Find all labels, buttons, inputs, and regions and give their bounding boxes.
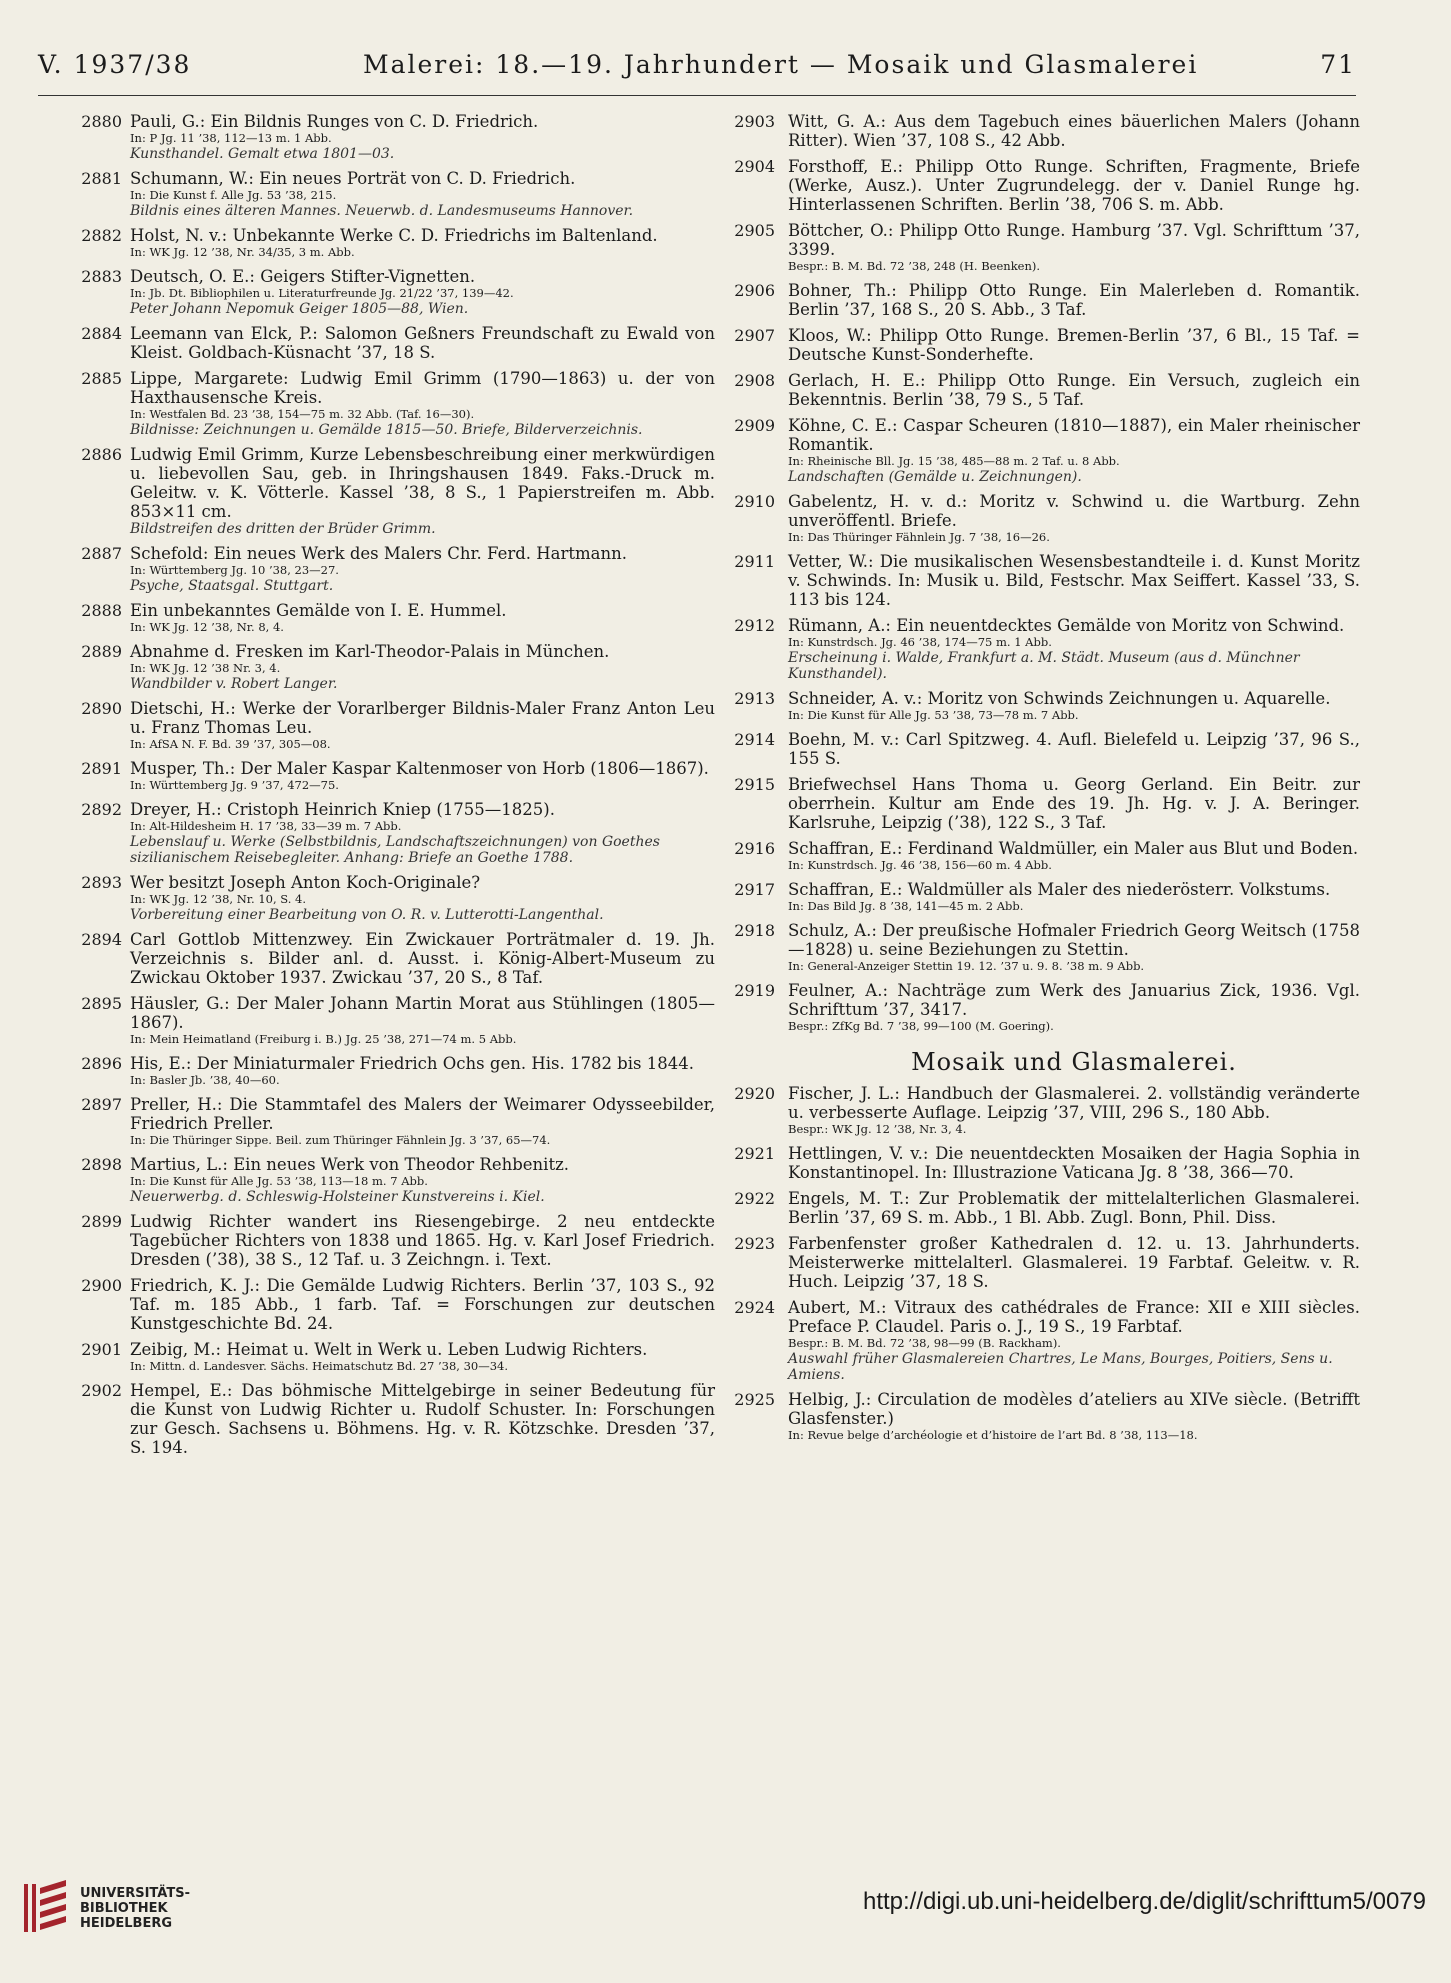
entry-source: In: Rheinische Bll. Jg. 15 ’38, 485—88 m. 2 Taf. u. 8 Abb. bbox=[788, 454, 1120, 468]
entry-number: 2882 bbox=[81, 226, 122, 245]
source-url[interactable]: http://digi.ub.uni-heidelberg.de/diglit/schrifttum5/0079 bbox=[862, 1888, 1426, 1915]
entry-number: 2886 bbox=[81, 445, 122, 464]
entry-number: 2900 bbox=[81, 1276, 122, 1295]
library-line-3: HEIDELBERG bbox=[80, 1916, 173, 1931]
entry-annotation: Kunsthandel. Gemalt etwa 1801—03. bbox=[130, 146, 395, 162]
bibliography-entry bbox=[734, 492, 1360, 545]
entry-number: 2908 bbox=[734, 371, 775, 390]
entry-number: 2891 bbox=[81, 759, 122, 778]
entry-citation: Farbenfenster großer Kathedralen d. 12. u. 13. Jahrhunderts. Meisterwerke mittelalterl. Glasmalerei. 19 Farbtaf. Geleitw. v. R. Huch. Leipzig ’37, 18 S. bbox=[788, 1234, 1360, 1291]
entry-source: In: Das Thüringer Fähnlein Jg. 7 ’38, 16—26. bbox=[788, 530, 1050, 544]
bibliography-entry bbox=[734, 1234, 1360, 1291]
entry-number: 2911 bbox=[734, 552, 775, 571]
entry-number: 2921 bbox=[734, 1144, 775, 1163]
bibliography-entry bbox=[81, 445, 715, 537]
bibliography-entry bbox=[81, 1340, 715, 1374]
entry-annotation: Neuerwerbg. d. Schleswig-Holsteiner Kunstvereins i. Kiel. bbox=[130, 1189, 545, 1205]
entry-number: 2898 bbox=[81, 1155, 122, 1174]
entry-number: 2890 bbox=[81, 699, 122, 718]
bibliography-entry bbox=[734, 416, 1360, 485]
entry-source: In: Westfalen Bd. 23 ’38, 154—75 m. 32 Abb. (Taf. 16—30). bbox=[130, 407, 475, 421]
bibliography-entry bbox=[81, 1276, 715, 1333]
entry-source: In: Alt-Hildesheim H. 17 ’38, 33—39 m. 7 Abb. bbox=[130, 819, 402, 833]
entry-source: In: Mein Heimatland (Freiburg i. B.) Jg. 25 ’38, 271—74 m. 5 Abb. bbox=[130, 1032, 517, 1046]
entry-number: 2923 bbox=[734, 1234, 775, 1253]
entry-number: 2907 bbox=[734, 326, 775, 345]
entry-number: 2913 bbox=[734, 689, 775, 708]
entry-citation: Martius, L.: Ein neues Werk von Theodor Rehbenitz. bbox=[130, 1155, 570, 1174]
left-column bbox=[81, 112, 715, 1464]
bibliography-entry bbox=[81, 759, 715, 793]
bibliography-entry bbox=[734, 1084, 1360, 1137]
bibliography-entry bbox=[734, 1144, 1360, 1182]
entry-citation: Rümann, A.: Ein neuentdecktes Gemälde von Moritz von Schwind. bbox=[788, 616, 1345, 635]
entry-annotation: Vorbereitung einer Bearbeitung von O. R. v. Lutterotti-Langenthal. bbox=[130, 907, 604, 923]
bibliography-entry bbox=[734, 1298, 1360, 1383]
entry-citation: Deutsch, O. E.: Geigers Stifter-Vignetten. bbox=[130, 267, 476, 286]
entry-number: 2917 bbox=[734, 880, 775, 899]
entry-source: In: Revue belge d’archéologie et d’histoire de l’art Bd. 8 ’38, 113—18. bbox=[788, 1428, 1198, 1442]
entry-citation: Gabelentz, H. v. d.: Moritz v. Schwind u. die Wartburg. Zehn unveröffentl. Briefe. bbox=[788, 492, 1360, 530]
entry-citation: Häusler, G.: Der Maler Johann Martin Morat aus Stühlingen (1805—1867). bbox=[130, 994, 715, 1032]
entry-source: Bespr.: WK Jg. 12 ’38, Nr. 3, 4. bbox=[788, 1122, 967, 1136]
bibliography-entry bbox=[734, 552, 1360, 609]
entry-annotation: Bildstreifen des dritten der Brüder Grimm. bbox=[130, 521, 436, 537]
entry-number: 2881 bbox=[81, 169, 122, 188]
entry-source: In: Kunstrdsch. Jg. 46 ’38, 174—75 m. 1 Abb. bbox=[788, 635, 1052, 649]
entry-annotation: Wandbilder v. Robert Langer. bbox=[130, 676, 338, 692]
entry-citation: Ludwig Richter wandert ins Riesengebirge. 2 neu entdeckte Tagebücher Richters von 1838 und 1865. Hg. v. Karl Josef Friedrich. Dresden (’38), 38 S., 12 Taf. u. 3 Zeichngn. i. Text. bbox=[130, 1212, 715, 1269]
bibliography-entry bbox=[734, 689, 1360, 723]
entry-source: In: Basler Jb. ’38, 40—60. bbox=[130, 1073, 280, 1087]
entry-source: In: WK Jg. 12 ’38, Nr. 34/35, 3 m. Abb. bbox=[130, 245, 355, 259]
entry-number: 2910 bbox=[734, 492, 775, 511]
entry-number: 2924 bbox=[734, 1298, 775, 1317]
bibliography-entry bbox=[81, 226, 715, 260]
entry-citation: Preller, H.: Die Stammtafel des Malers der Weimarer Odysseebilder, Friedrich Preller. bbox=[130, 1095, 715, 1133]
entry-annotation: Bildnis eines älteren Mannes. Neuerwb. d. Landesmuseums Hannover. bbox=[130, 203, 634, 219]
entry-source: In: Das Bild Jg. 8 ’38, 141—45 m. 2 Abb. bbox=[788, 899, 1024, 913]
entry-annotation: Auswahl früher Glasmalereien Chartres, Le Mans, Bourges, Poitiers, Sens u. Amiens. bbox=[788, 1351, 1333, 1383]
entry-annotation: Landschaften (Gemälde u. Zeichnungen). bbox=[788, 469, 1082, 485]
entry-citation: Gerlach, H. E.: Philipp Otto Runge. Ein Versuch, zugleich ein Bekenntnis. Berlin ’38, 79 S., 5 Taf. bbox=[788, 371, 1360, 409]
entry-source: In: Kunstrdsch. Jg. 46 ’38, 156—60 m. 4 Abb. bbox=[788, 858, 1052, 872]
entry-number: 2922 bbox=[734, 1189, 775, 1208]
entry-citation: Böttcher, O.: Philipp Otto Runge. Hamburg ’37. Vgl. Schrifttum ’37, 3399. bbox=[788, 221, 1360, 259]
bibliography-entry bbox=[81, 601, 715, 635]
bibliography-entry bbox=[734, 1189, 1360, 1227]
bibliography-entry bbox=[734, 1390, 1360, 1443]
library-line-2: BIBLIOTHEK bbox=[80, 1901, 168, 1916]
entry-number: 2918 bbox=[734, 921, 775, 940]
entry-citation: Forsthoff, E.: Philipp Otto Runge. Schriften, Fragmente, Briefe (Werke, Ausz.). Unter Zugrundelegg. der v. Daniel Runge hg. Hinterlassenen Schriften. Berlin ’38, 706 S. m. Abb. bbox=[788, 157, 1360, 214]
entry-number: 2884 bbox=[81, 324, 122, 343]
entry-source: Bespr.: B. M. Bd. 72 ’38, 248 (H. Beenken). bbox=[788, 259, 1041, 273]
bibliography-entry bbox=[734, 112, 1360, 150]
entry-citation: His, E.: Der Miniaturmaler Friedrich Ochs gen. His. 1782 bis 1844. bbox=[130, 1054, 694, 1073]
library-name bbox=[80, 1886, 190, 1931]
header-rule bbox=[38, 95, 1356, 96]
entry-citation: Schneider, A. v.: Moritz von Schwinds Zeichnungen u. Aquarelle. bbox=[788, 689, 1331, 708]
entry-citation: Köhne, C. E.: Caspar Scheuren (1810—1887), ein Maler rheinischer Romantik. bbox=[788, 416, 1360, 454]
entry-citation: Wer besitzt Joseph Anton Koch-Originale? bbox=[130, 873, 481, 892]
entry-citation: Ein unbekanntes Gemälde von I. E. Hummel. bbox=[130, 601, 507, 620]
bibliography-entry bbox=[81, 1212, 715, 1269]
entry-citation: Aubert, M.: Vitraux des cathédrales de France: XII e XIII siècles. Preface P. Claudel. Paris o. J., 19 S., 19 Farbtaf. bbox=[788, 1298, 1360, 1336]
entry-source: In: WK Jg. 12 ’38 Nr. 3, 4. bbox=[130, 661, 281, 675]
entry-source: In: Württemberg Jg. 9 ’37, 472—75. bbox=[130, 778, 339, 792]
entry-source: In: Jb. Dt. Bibliophilen u. Literaturfreunde Jg. 21/22 ’37, 139—42. bbox=[130, 286, 514, 300]
entry-number: 2893 bbox=[81, 873, 122, 892]
bibliography-entry bbox=[81, 1095, 715, 1148]
bibliography-entry bbox=[734, 326, 1360, 364]
entry-source: In: AfSA N. F. Bd. 39 ’37, 305—08. bbox=[130, 737, 331, 751]
entry-citation: Hempel, E.: Das böhmische Mittelgebirge in seiner Bedeutung für die Kunst von Ludwig Richter u. Rudolf Schuster. In: Forschungen zur Gesch. Sachsens u. Böhmens. Hg. v. R. Kötzschke. Dresden ’37, S. 194. bbox=[130, 1381, 715, 1457]
entry-citation: Abnahme d. Fresken im Karl-Theodor-Palais in München. bbox=[130, 642, 610, 661]
bibliography-entry bbox=[81, 267, 715, 317]
entry-citation: Schulz, A.: Der preußische Hofmaler Friedrich Georg Weitsch (1758—1828) u. seine Beziehungen zu Stettin. bbox=[788, 921, 1361, 959]
entry-number: 2896 bbox=[81, 1054, 122, 1073]
entry-number: 2899 bbox=[81, 1212, 122, 1231]
entry-number: 2916 bbox=[734, 839, 775, 858]
entry-number: 2883 bbox=[81, 267, 122, 286]
bibliography-entry bbox=[81, 699, 715, 752]
bibliography-entry bbox=[81, 1155, 715, 1205]
entry-citation: Lippe, Margarete: Ludwig Emil Grimm (1790—1863) u. der von Haxthausensche Kreis. bbox=[130, 369, 715, 407]
entry-citation: Musper, Th.: Der Maler Kaspar Kaltenmoser von Horb (1806—1867). bbox=[130, 759, 709, 778]
footer bbox=[0, 1860, 1451, 1960]
university-library-logo-icon bbox=[22, 1878, 70, 1936]
entry-number: 2903 bbox=[734, 112, 775, 131]
entry-number: 2905 bbox=[734, 221, 775, 240]
bibliography-entry bbox=[81, 369, 715, 438]
bibliography-entry bbox=[81, 324, 715, 362]
entry-citation: Dietschi, H.: Werke der Vorarlberger Bildnis-Maler Franz Anton Leu u. Franz Thomas Leu. bbox=[130, 699, 715, 737]
entry-number: 2897 bbox=[81, 1095, 122, 1114]
entry-number: 2919 bbox=[734, 981, 775, 1000]
bibliography-entry bbox=[734, 157, 1360, 214]
entry-citation: Holst, N. v.: Unbekannte Werke C. D. Friedrichs im Baltenland. bbox=[130, 226, 658, 245]
bibliography-entry bbox=[81, 642, 715, 692]
section-heading: Mosaik und Glasmalerei. bbox=[911, 1048, 1237, 1076]
entry-citation: Briefwechsel Hans Thoma u. Georg Gerland. Ein Beitr. zur oberrhein. Kultur am Ende des 19. Jh. Hg. v. J. A. Beringer. Karlsruhe, Leipzig (’38), 122 S., 3 Taf. bbox=[788, 775, 1360, 832]
entry-number: 2906 bbox=[734, 281, 775, 300]
bibliography-entry bbox=[81, 544, 715, 594]
entry-citation: Witt, G. A.: Aus dem Tagebuch eines bäuerlichen Malers (Johann Ritter). Wien ’37, 108 S., 42 Abb. bbox=[788, 112, 1360, 150]
entry-annotation: Lebenslauf u. Werke (Selbstbildnis, Landschaftszeichnungen) von Goethes sizilianischem Reisebegleiter. Anhang: Briefe an Goethe 1788. bbox=[130, 834, 660, 866]
entry-citation: Engels, M. T.: Zur Problematik der mittelalterlichen Glasmalerei. Berlin ’37, 69 S. m. Abb., 1 Bl. Abb. Zugl. Bonn, Phil. Diss. bbox=[788, 1189, 1360, 1227]
library-line-1: UNIVERSITÄTS- bbox=[80, 1886, 190, 1901]
running-head bbox=[38, 50, 1356, 90]
entry-citation: Schaffran, E.: Ferdinand Waldmüller, ein Maler aus Blut und Boden. bbox=[788, 839, 1359, 858]
entry-source: Bespr.: B. M. Bd. 72 ’38, 98—99 (B. Rackham). bbox=[788, 1336, 1061, 1350]
entry-number: 2889 bbox=[81, 642, 122, 661]
bibliography-entry bbox=[81, 873, 715, 923]
entry-annotation: Bildnisse: Zeichnungen u. Gemälde 1815—50. Briefe, Bilderverzeichnis. bbox=[130, 422, 643, 438]
entry-citation: Dreyer, H.: Cristoph Heinrich Kniep (1755—1825). bbox=[130, 800, 555, 819]
entry-citation: Boehn, M. v.: Carl Spitzweg. 4. Aufl. Bielefeld u. Leipzig ’37, 96 S., 155 S. bbox=[788, 730, 1360, 768]
entry-source: In: Die Thüringer Sippe. Beil. zum Thüringer Fähnlein Jg. 3 ’37, 65—74. bbox=[130, 1133, 551, 1147]
entry-number: 2914 bbox=[734, 730, 775, 749]
entry-source: In: P Jg. 11 ’38, 112—13 m. 1 Abb. bbox=[130, 131, 332, 145]
entry-citation: Fischer, J. L.: Handbuch der Glasmalerei. 2. vollständig veränderte u. verbesserte Auflage. Leipzig ’37, VIII, 296 S., 180 Abb. bbox=[788, 1084, 1360, 1122]
bibliography-entry bbox=[734, 371, 1360, 409]
volume-label: V. 1937/38 bbox=[38, 50, 192, 79]
entry-number: 2915 bbox=[734, 775, 775, 794]
entry-citation: Schefold: Ein neues Werk des Malers Chr. Ferd. Hartmann. bbox=[130, 544, 628, 563]
entry-number: 2880 bbox=[81, 112, 122, 131]
bibliography-entry bbox=[734, 221, 1360, 274]
entry-source: In: WK Jg. 12 ’38, Nr. 8, 4. bbox=[130, 620, 284, 634]
entry-citation: Pauli, G.: Ein Bildnis Runges von C. D. Friedrich. bbox=[130, 112, 539, 131]
entry-number: 2885 bbox=[81, 369, 122, 388]
bibliography-entry bbox=[81, 994, 715, 1047]
bibliography-entry bbox=[734, 880, 1360, 914]
bibliography-entry bbox=[734, 281, 1360, 319]
entry-citation: Schumann, W.: Ein neues Porträt von C. D. Friedrich. bbox=[130, 169, 576, 188]
entry-citation: Hettlingen, V. v.: Die neuentdeckten Mosaiken der Hagia Sophia in Konstantinopel. In: Illustrazione Vaticana Jg. 8 ’38, 366—70. bbox=[788, 1144, 1360, 1182]
page-number: 71 bbox=[1320, 50, 1356, 79]
entry-citation: Bohner, Th.: Philipp Otto Runge. Ein Malerleben d. Romantik. Berlin ’37, 168 S., 20 S. Abb., 3 Taf. bbox=[788, 281, 1360, 319]
entry-number: 2904 bbox=[734, 157, 775, 176]
bibliography-entry bbox=[81, 930, 715, 987]
entry-citation: Feulner, A.: Nachträge zum Werk des Januarius Zick, 1936. Vgl. Schrifttum ’37, 3417. bbox=[788, 981, 1360, 1019]
entry-number: 2902 bbox=[81, 1381, 122, 1400]
bibliography-entry bbox=[734, 616, 1360, 682]
bibliography-entry bbox=[734, 730, 1360, 768]
running-title: Malerei: 18.—19. Jahrhundert — Mosaik und Glasmalerei bbox=[363, 50, 1199, 79]
entry-source: In: WK Jg. 12 ’38, Nr. 10, S. 4. bbox=[130, 892, 307, 906]
bibliography-entry bbox=[734, 981, 1360, 1034]
entry-source: Bespr.: ZfKg Bd. 7 ’38, 99—100 (M. Goering). bbox=[788, 1019, 1054, 1033]
bibliography-entry bbox=[81, 800, 715, 866]
entry-source: In: General-Anzeiger Stettin 19. 12. ’37 u. 9. 8. ’38 m. 9 Abb. bbox=[788, 959, 1145, 973]
entry-number: 2895 bbox=[81, 994, 122, 1013]
entry-source: In: Württemberg Jg. 10 ’38, 23—27. bbox=[130, 563, 339, 577]
entry-citation: Vetter, W.: Die musikalischen Wesensbestandteile i. d. Kunst Moritz v. Schwinds. In: Musik u. Bild, Festschr. Max Seiffert. Kassel ’33, S. 113 bis 124. bbox=[788, 552, 1360, 609]
entry-citation: Schaffran, E.: Waldmüller als Maler des niederösterr. Volkstums. bbox=[788, 880, 1331, 899]
entry-source: In: Die Kunst f. Alle Jg. 53 ’38, 215. bbox=[130, 188, 337, 202]
entry-citation: Friedrich, K. J.: Die Gemälde Ludwig Richters. Berlin ’37, 103 S., 92 Taf. m. 185 Abb., 1 farb. Taf. = Forschungen zur deutschen Kunstgeschichte Bd. 24. bbox=[130, 1276, 715, 1333]
entry-number: 2892 bbox=[81, 800, 122, 819]
entry-citation: Kloos, W.: Philipp Otto Runge. Bremen-Berlin ’37, 6 Bl., 15 Taf. = Deutsche Kunst-Sonderhefte. bbox=[788, 326, 1360, 364]
entry-annotation: Erscheinung i. Walde, Frankfurt a. M. Städt. Museum (aus d. Münchner Kunsthandel). bbox=[788, 650, 1300, 682]
entry-annotation: Peter Johann Nepomuk Geiger 1805—88, Wien. bbox=[130, 301, 469, 317]
entry-citation: Helbig, J.: Circulation de modèles d’ateliers au XIVe siècle. (Betrifft Glasfenster.) bbox=[788, 1390, 1360, 1428]
entry-number: 2912 bbox=[734, 616, 775, 635]
entry-number: 2887 bbox=[81, 544, 122, 563]
entry-citation: Ludwig Emil Grimm, Kurze Lebensbeschreibung einer merkwürdigen u. liebevollen Sau, geb. in Ihringshausen 1849. Faks.-Druck m. Geleitw. v. K. Vötterle. Kassel ’38, 8 S., 1 Papierstreifen m. Abb. 853×11 cm. bbox=[130, 445, 715, 521]
entry-number: 2920 bbox=[734, 1084, 775, 1103]
entry-annotation: Psyche, Staatsgal. Stuttgart. bbox=[130, 578, 334, 594]
bibliography-entry bbox=[734, 921, 1361, 974]
entry-number: 2894 bbox=[81, 930, 122, 949]
entry-citation: Leemann van Elck, P.: Salomon Geßners Freundschaft zu Ewald von Kleist. Goldbach-Küsnacht ’37, 18 S. bbox=[130, 324, 715, 362]
bibliography-entry bbox=[734, 775, 1360, 832]
right-column bbox=[734, 112, 1361, 1450]
bibliography-entry bbox=[81, 1054, 715, 1088]
entry-source: In: Mittn. d. Landesver. Sächs. Heimatschutz Bd. 27 ’38, 30—34. bbox=[130, 1359, 508, 1373]
bibliography-entry bbox=[734, 839, 1360, 873]
entry-citation: Carl Gottlob Mittenzwey. Ein Zwickauer Porträtmaler d. 19. Jh. Verzeichnis s. Bilder anl. d. Ausst. i. König-Albert-Museum zu Zwickau Oktober 1937. Zwickau ’37, 20 S., 8 Taf. bbox=[130, 930, 715, 987]
bibliography-entry bbox=[81, 112, 715, 162]
entry-source: In: Die Kunst für Alle Jg. 53 ’38, 113—18 m. 7 Abb. bbox=[130, 1174, 428, 1188]
entry-number: 2888 bbox=[81, 601, 122, 620]
entry-source: In: Die Kunst für Alle Jg. 53 ’38, 73—78 m. 7 Abb. bbox=[788, 708, 1079, 722]
entry-number: 2901 bbox=[81, 1340, 122, 1359]
entry-number: 2925 bbox=[734, 1390, 775, 1409]
bibliography-entry bbox=[81, 169, 715, 219]
entry-citation: Zeibig, M.: Heimat u. Welt in Werk u. Leben Ludwig Richters. bbox=[130, 1340, 648, 1359]
entry-number: 2909 bbox=[734, 416, 775, 435]
bibliography-entry bbox=[81, 1381, 715, 1457]
